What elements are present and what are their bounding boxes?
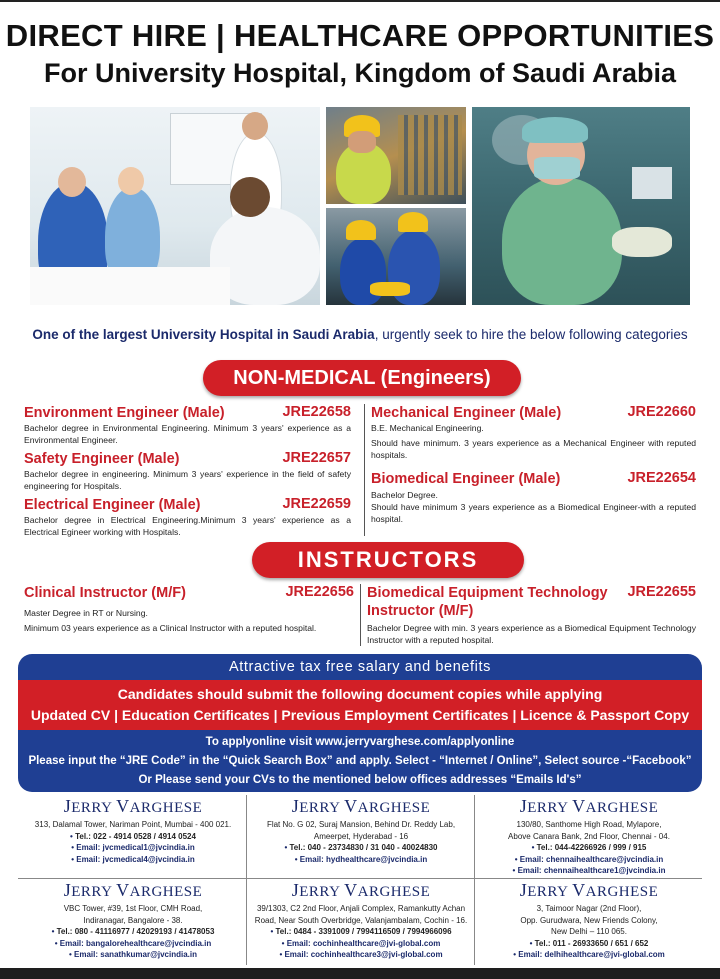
job-title: Mechanical Engineer (Male) xyxy=(371,405,562,421)
meeting-photo xyxy=(30,107,320,305)
company-logo-text: JERRY VARGHESE xyxy=(63,880,203,900)
office-address-3: New Delhi – 110 065. xyxy=(551,927,627,936)
office-bangalore xyxy=(20,881,246,961)
job-title: Biomedical Engineer (Male) xyxy=(371,471,561,487)
office-address: 3, Taimoor Nagar (2nd Floor), xyxy=(536,904,642,913)
footer-bar xyxy=(0,968,720,979)
office-address-2: Above Canara Bank, 2nd Floor, Chennai - 04. xyxy=(508,831,670,841)
office-address-2: Indiranagar, Bangalore - 38. xyxy=(83,915,183,925)
surgeon-photo xyxy=(472,107,690,305)
job-code: JRE22659 xyxy=(282,496,351,512)
apply-online-link[interactable]: To applyonline visit www.jerryvarghese.com/applyonline xyxy=(205,736,515,748)
office-address: 39/1303, C2 2nd Floor, Anjali Complex, Ramankutty Achan xyxy=(256,904,466,913)
apply-instructions: Please input the “JRE Code” in the “Quick Search Box” and apply. Select - “Internet / Online”, Select source -“Facebook” xyxy=(28,755,692,767)
job-description-degree: B.E. Mechanical Engineering. xyxy=(371,423,484,433)
job-code: JRE22657 xyxy=(282,450,351,466)
office-address: 130/80, Santhome High Road, Mylapore, xyxy=(516,820,662,829)
office-cochin xyxy=(248,881,474,961)
company-logo-text: JERRY VARGHESE xyxy=(63,796,203,816)
office-email-1[interactable]: • Email: cochinhealthcare@jvi-global.com xyxy=(281,938,441,948)
office-delhi xyxy=(476,881,702,961)
company-logo-text: JERRY VARGHESE xyxy=(519,796,659,816)
job-safety-engineer xyxy=(24,450,351,492)
offices-grid xyxy=(18,795,702,965)
poster-title: DIRECT HIRE | HEALTHCARE OPPORTUNITIES xyxy=(5,18,715,53)
job-clinical-instructor xyxy=(24,584,354,634)
job-description-degree: Bachelor Degree. xyxy=(371,490,438,500)
office-address: VBC Tower, #39, 1st Floor, CMH Road, xyxy=(63,904,203,913)
job-code: JRE22656 xyxy=(285,584,354,600)
office-address-2: Opp. Gurudwara, New Friends Colony, xyxy=(520,915,658,925)
section-non-medical: NON-MEDICAL (Engineers) xyxy=(203,360,521,396)
poster-subtitle: For University Hospital, Kingdom of Saudi Arabia xyxy=(43,58,677,88)
office-email-1[interactable]: • Email: hydhealthcare@jvcindia.in xyxy=(294,854,428,864)
job-description: Should have minimum 3 years experience as a Biomedical Engineer-with a reputed hospital. xyxy=(371,502,696,524)
office-phone: • Tel.: 011 - 26933650 / 651 / 652 xyxy=(529,938,649,948)
workers-photo xyxy=(326,208,466,305)
office-divider xyxy=(246,795,247,965)
documents-banner xyxy=(18,680,702,730)
job-electrical-engineer xyxy=(24,496,351,538)
column-divider xyxy=(364,404,365,536)
column-divider-instructors xyxy=(360,584,361,646)
office-hyderabad xyxy=(248,797,474,865)
office-divider xyxy=(474,795,475,965)
job-description: Bachelor Degree with min. 3 years experience as a Biomedical Equipment Technology Instructor with a reputed hospital. xyxy=(367,623,696,645)
job-description: Bachelor degree in Electrical Engineering.Minimum 3 years' experience as a Electrical Egineer working with Hospitals. xyxy=(24,515,351,537)
office-address: 313, Dalamal Tower, Nariman Point, Mumbai - 400 021. xyxy=(34,820,232,829)
job-description: Bachelor degree in engineering. Minimum 3 years' experience in the field of safety engineering for Hospitals. xyxy=(24,469,351,491)
intro-rest: , urgently seek to hire the below following categories xyxy=(374,327,688,342)
office-phone: • Tel.: 0484 - 3391009 / 7994116509 / 7994966096 xyxy=(270,927,452,936)
office-mumbai xyxy=(20,797,246,865)
office-phone: • Tel.: 044-42266926 / 999 / 915 xyxy=(531,843,647,852)
job-environment-engineer xyxy=(24,404,351,446)
office-email-1[interactable]: • Email: bangalorehealthcare@jvcindia.in xyxy=(54,938,212,948)
job-description: Bachelor degree in Environmental Engineering. Minimum 3 years' experience as a Environmental Engineer. xyxy=(24,423,351,445)
office-address-2: Ameerpet, Hyderabad - 16 xyxy=(313,831,409,841)
office-divider xyxy=(18,878,702,879)
job-description: Should have minimum. 3 years experience as a Mechanical Engineer with reputed hospitals. xyxy=(371,438,696,460)
office-chennai xyxy=(476,797,702,877)
office-email-1[interactable]: • Email: chennaihealthcare@jvcindia.in xyxy=(514,854,664,864)
section-instructors: INSTRUCTORS xyxy=(252,542,524,578)
office-email-1[interactable]: • Email: jvcmedical1@jvcindia.in xyxy=(71,843,195,852)
company-logo-text: JERRY VARGHESE xyxy=(291,880,431,900)
documents-list: Updated CV | Education Certificates | Previous Employment Certificates | Licence & Passport Copy xyxy=(30,707,690,723)
intro-text xyxy=(0,327,720,342)
company-logo-text: JERRY VARGHESE xyxy=(519,880,659,900)
apply-banner xyxy=(18,730,702,792)
job-title: Biomedical Equipment Technology xyxy=(367,585,608,601)
office-email-2[interactable]: • Email: sanathkumar@jvcindia.in xyxy=(69,950,197,959)
job-code: JRE22654 xyxy=(627,470,696,486)
job-title: Clinical Instructor (M/F) xyxy=(24,585,186,601)
office-address: Flat No. G 02, Suraj Mansion, Behind Dr. Reddy Lab, xyxy=(266,820,456,829)
company-logo-text: JERRY VARGHESE xyxy=(291,796,431,816)
documents-heading: Candidates should submit the following document copies while applying xyxy=(117,686,603,702)
job-title: Safety Engineer (Male) xyxy=(24,451,180,467)
job-code: JRE22655 xyxy=(627,584,696,600)
job-code: JRE22658 xyxy=(282,404,351,420)
job-bmet-instructor xyxy=(367,584,696,646)
engineer-photo xyxy=(326,107,466,204)
photo-collage xyxy=(30,107,690,307)
office-phone: • Tel.: 080 - 41116977 / 42029193 / 41478053 xyxy=(51,927,215,936)
job-mechanical-engineer xyxy=(371,404,696,461)
office-email-2[interactable]: • Email: jvcmedical4@jvcindia.in xyxy=(71,854,195,864)
job-description-degree: Master Degree in RT or Nursing. xyxy=(24,608,148,618)
job-title-line2: Instructor (M/F) xyxy=(367,603,474,619)
office-email-2[interactable]: • Email: chennaihealthcare1@jvcindia.in xyxy=(512,866,666,875)
job-biomedical-engineer xyxy=(371,470,696,525)
job-title: Environment Engineer (Male) xyxy=(24,405,225,421)
intro-bold: One of the largest University Hospital in Saudi Arabia xyxy=(32,327,375,342)
apply-email-instructions: Or Please send your CVs to the mentioned below offices addresses “Emails Id's” xyxy=(138,774,582,786)
job-description: Minimum 03 years experience as a Clinical Instructor with a reputed hospital. xyxy=(24,623,317,633)
salary-banner: Attractive tax free salary and benefits xyxy=(18,654,702,680)
office-email-1[interactable]: • Email: delhihealthcare@jvi-global.com xyxy=(513,950,665,959)
office-phone: • Tel.: 040 - 23734830 / 31 040 - 40024830 xyxy=(284,843,438,852)
office-email-2[interactable]: • Email: cochinhealthcare3@jvi-global.com xyxy=(279,950,443,959)
office-address-2: Road, Near South Overbridge, Valanjambalam, Cochin - 16. xyxy=(254,915,468,925)
job-code: JRE22660 xyxy=(627,404,696,420)
job-title: Electrical Engineer (Male) xyxy=(24,497,201,513)
office-phone: • Tel.: 022 - 4914 0528 / 4914 0524 xyxy=(70,831,196,841)
